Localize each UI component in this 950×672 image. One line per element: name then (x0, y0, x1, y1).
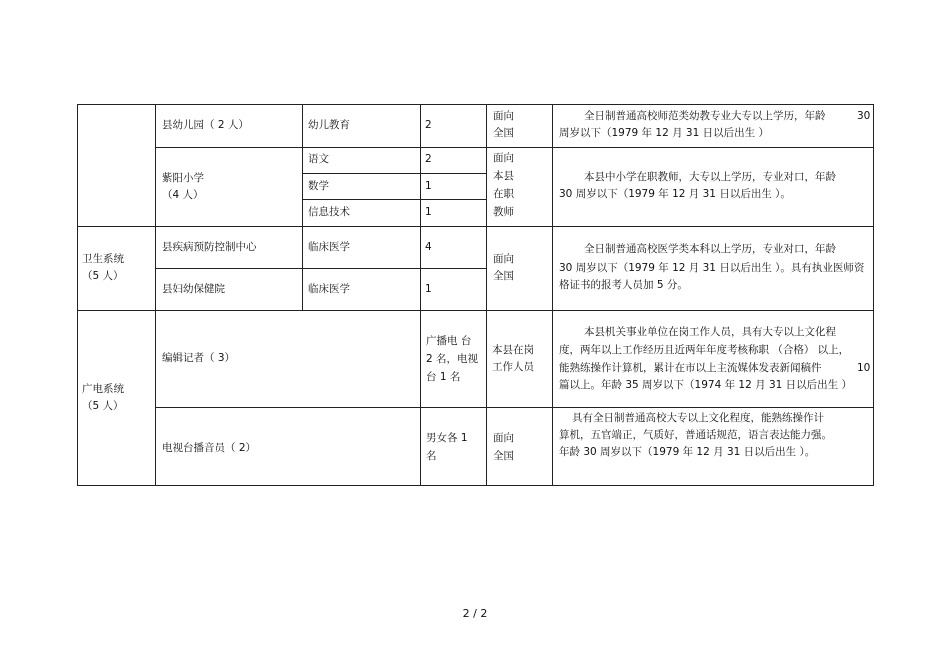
requirement-editor-line: 能熟练操作计算机，累计在市以上主流媒体发表新闻稿件 (559, 362, 822, 374)
target-editor-line: 工作人员 (492, 361, 534, 373)
requirement-editor-line: 度，两年以上工作经历且近两年年度考核称职 （合格） 以上， (559, 344, 850, 356)
requirement-kindergarten-line: 周岁以下（1979 年 12 月 31 日以后出生 ） (559, 127, 769, 139)
table-top-border (77, 104, 874, 105)
requirement-health-line: 格证书的报考人员加 5 分。 (559, 279, 688, 291)
count-chinese: 2 (425, 153, 432, 165)
unit-ziyang-line: （4 人） (162, 189, 204, 201)
post-mch: 临床医学 (308, 283, 350, 295)
column-divider (552, 104, 553, 486)
count-kindergarten: 2 (425, 119, 432, 131)
requirement-kindergarten-age: 30 (857, 110, 871, 122)
row-divider (155, 268, 487, 269)
target-editor-line: 本县在岗 (492, 344, 534, 356)
count-editor-line: 广播电 台 (426, 335, 472, 347)
row-divider (155, 147, 874, 148)
row-divider (77, 310, 874, 311)
requirement-ziyang-line: 30 周岁以下（1979 年 12 月 31 日以后出生 ）。 (559, 188, 791, 200)
row-divider (77, 226, 874, 227)
count-anchor-line: 男女各 1 (426, 432, 468, 444)
post-kindergarten: 幼儿教育 (308, 119, 350, 131)
table-left-border (77, 104, 78, 486)
target-kindergarten-line: 全国 (493, 127, 514, 139)
requirement-kindergarten-line: 全日制普通高校师范类幼教专业大专以上学历，年龄 (584, 110, 826, 122)
count-anchor-line: 名 (426, 450, 437, 462)
requirement-anchor-line: 算机，五官端正，气质好，普通话规范，语言表达能力强。 (559, 429, 832, 441)
row-divider (155, 407, 874, 408)
unit-mch: 县妇幼保健院 (162, 283, 225, 295)
unit-kindergarten: 县幼儿园（ 2 人） (162, 119, 249, 131)
post-cdc: 临床医学 (308, 241, 350, 253)
count-math: 1 (425, 180, 432, 192)
table-bottom-border (77, 485, 874, 486)
row-divider (302, 199, 487, 200)
requirement-editor-count: 10 (857, 362, 871, 374)
post-it: 信息技术 (308, 206, 350, 218)
column-divider (420, 104, 421, 486)
target-ziyang-line: 在职 (493, 188, 514, 200)
unit-ziyang-line: 紫阳小学 (162, 172, 204, 184)
requirement-health-line: 30 周岁以下（1979 年 12 月 31 日以后出生 ）。具有执业医师资 (559, 262, 865, 274)
target-health-line: 全国 (493, 270, 514, 282)
count-editor-line: 台 1 名 (426, 371, 461, 383)
post-chinese: 语文 (308, 153, 329, 165)
target-ziyang-line: 面向 (493, 152, 514, 164)
row-divider (302, 173, 487, 174)
target-anchor-line: 面向 (493, 432, 514, 444)
count-it: 1 (425, 206, 432, 218)
requirement-ziyang-line: 本县中小学在职教师，大专以上学历，专业对口，年龄 (584, 171, 836, 183)
system-broadcast-line: （5 人） (82, 400, 124, 412)
requirement-editor-line: 本县机关事业单位在岗工作人员，具有大专以上文化程 (584, 326, 836, 338)
system-health-line: 卫生系统 (82, 253, 124, 265)
target-kindergarten-line: 面向 (493, 110, 514, 122)
unit-editor: 编辑记者（ 3） (162, 352, 236, 364)
column-divider (155, 104, 156, 486)
page-number: 2 / 2 (462, 607, 488, 620)
target-ziyang-line: 教师 (493, 206, 514, 218)
unit-cdc: 县疾病预防控制中心 (162, 241, 257, 253)
unit-anchor: 电视台播音员（ 2） (162, 442, 257, 454)
requirement-health-line: 全日制普通高校医学类本科以上学历，专业对口，年龄 (584, 243, 836, 255)
requirement-anchor-line: 具有全日制普通高校大专以上文化程度，能熟练操作计 (572, 412, 824, 424)
post-math: 数学 (308, 180, 329, 192)
requirement-anchor-line: 年龄 30 周岁以下（1979 年 12 月 31 日以后出生 ）。 (559, 446, 816, 458)
table-right-border (873, 104, 874, 486)
target-ziyang-line: 本县 (493, 170, 514, 182)
column-divider (486, 104, 487, 486)
count-mch: 1 (425, 283, 432, 295)
count-cdc: 4 (425, 241, 432, 253)
target-health-line: 面向 (493, 253, 514, 265)
target-anchor-line: 全国 (493, 450, 514, 462)
requirement-editor-line: 篇以上。年龄 35 周岁以下（1974 年 12 月 31 日以后出生 ） (559, 379, 853, 391)
column-divider (302, 104, 303, 310)
system-health-line: （5 人） (82, 270, 124, 282)
system-broadcast-line: 广电系统 (82, 383, 124, 395)
count-editor-line: 2 名，电视 (426, 353, 479, 365)
